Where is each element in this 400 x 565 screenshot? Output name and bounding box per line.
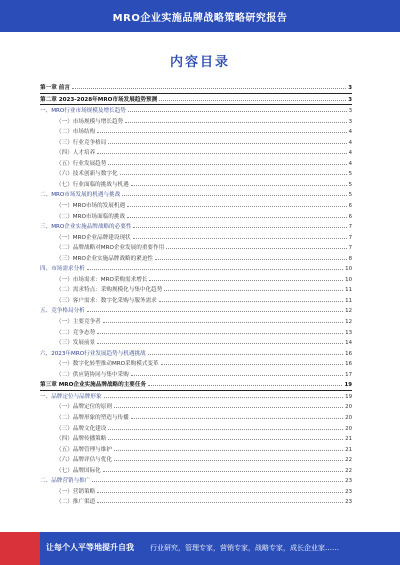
toc-entry-title: （三）客户需求：数字化采购与服务需求 — [56, 297, 157, 304]
toc-leader-dots — [125, 116, 346, 123]
toc-entry-title: （二）需求特点：采购规模化与集中化趋势 — [56, 287, 163, 294]
toc-entry-title: 二、MRO市场发展的机遇与挑战 — [40, 192, 121, 199]
toc-leader-dots — [72, 82, 346, 89]
toc-leader-dots — [108, 158, 346, 165]
toc-page-number: 13 — [345, 329, 352, 336]
toc-leader-dots — [161, 358, 344, 365]
toc-entry[interactable] — [40, 94, 352, 106]
toc-entry-title: （七）行业面临的挑战与机遇 — [56, 181, 129, 188]
toc-entry[interactable] — [40, 295, 352, 306]
toc-entry[interactable] — [40, 475, 352, 486]
toc-entry[interactable] — [40, 412, 352, 423]
toc-page-number: 3 — [348, 118, 352, 125]
toc-page-number: 20 — [345, 404, 352, 411]
toc-entry[interactable] — [40, 232, 352, 243]
toc-entry[interactable] — [40, 496, 352, 507]
toc-page-number: 5 — [348, 192, 352, 199]
toc-entry-title: 第三章 MRO企业实施品牌战略的主要任务 — [40, 382, 147, 389]
toc-leader-dots — [87, 305, 343, 312]
toc-entry-title: （二）竞争态势 — [56, 329, 96, 336]
toc-page-number: 23 — [345, 488, 352, 495]
toc-leader-dots — [155, 253, 347, 260]
toc-entry[interactable] — [40, 423, 352, 434]
toc-entry-title: 一、MRO行业市场规模及增长趋势 — [40, 108, 126, 115]
toc-page-number: 7 — [348, 245, 352, 252]
toc-leader-dots — [133, 232, 347, 239]
footer-slogan: 让每个人平等地提升自我 — [46, 543, 134, 552]
toc-entry[interactable] — [40, 327, 352, 338]
toc-entry-title: （六）技术创新与数字化 — [56, 171, 118, 178]
toc-leader-dots — [103, 465, 343, 472]
toc-page-number: 4 — [348, 160, 352, 167]
toc-entry[interactable] — [40, 158, 352, 169]
toc-page-number: 16 — [345, 361, 352, 368]
toc-entry-title: （一）MRO市场的发展机遇 — [56, 203, 126, 210]
toc-leader-dots — [108, 433, 343, 440]
toc-leader-dots — [114, 444, 343, 451]
toc-entry[interactable] — [40, 305, 352, 316]
toc-entry-title: 四、市场需求分析 — [40, 266, 85, 273]
toc-entry[interactable] — [40, 454, 352, 465]
toc-page-number: 11 — [345, 297, 352, 304]
table-of-contents — [40, 82, 352, 507]
footer-tagline: 行业研究，管理专家，营销专家，战略专家，成长企业家…… — [150, 544, 339, 552]
toc-entry[interactable] — [40, 274, 352, 285]
toc-page-number: 23 — [345, 478, 352, 485]
toc-entry[interactable] — [40, 433, 352, 444]
toc-page-number: 7 — [348, 234, 352, 241]
toc-entry[interactable] — [40, 82, 352, 94]
toc-leader-dots — [166, 242, 346, 249]
toc-entry[interactable] — [40, 465, 352, 476]
toc-page-number: 12 — [345, 319, 352, 326]
toc-leader-dots — [114, 454, 343, 461]
toc-leader-dots — [164, 284, 343, 291]
toc-entry[interactable] — [40, 284, 352, 295]
toc-entry[interactable] — [40, 337, 352, 348]
toc-leader-dots — [131, 412, 343, 419]
toc-entry-title: （二）品牌战略对MRO企业发展的重要作用 — [56, 245, 165, 252]
toc-entry[interactable] — [40, 263, 352, 274]
toc-entry[interactable] — [40, 147, 352, 158]
toc-leader-dots — [159, 295, 343, 302]
toc-page-number: 4 — [348, 139, 352, 146]
toc-page-number: 10 — [345, 276, 352, 283]
toc-entry[interactable] — [40, 444, 352, 455]
toc-leader-dots — [108, 423, 343, 430]
toc-entry[interactable] — [40, 211, 352, 222]
toc-entry-title: （三）品牌文化建设 — [56, 425, 107, 432]
toc-leader-dots — [92, 475, 343, 482]
toc-leader-dots — [120, 168, 347, 175]
toc-entry-title: 一、品牌定位与品牌形象 — [40, 393, 102, 400]
toc-leader-dots — [148, 348, 343, 355]
toc-page-number: 12 — [345, 308, 352, 315]
toc-page-number: 21 — [345, 446, 352, 453]
toc-leader-dots — [103, 316, 343, 323]
toc-page-number: 19 — [344, 382, 352, 389]
toc-entry-title: （一）MRO企业品牌建设现状 — [56, 234, 131, 241]
toc-entry-title: （六）品牌评估与优化 — [56, 457, 112, 464]
toc-entry[interactable] — [40, 126, 352, 137]
toc-entry-title: （一）主要竞争者 — [56, 319, 101, 326]
toc-entry[interactable] — [40, 401, 352, 412]
report-title: MRO企业实施品牌战略策略研究报告 — [112, 13, 288, 24]
toc-leader-dots — [104, 391, 344, 398]
toc-leader-dots — [127, 200, 347, 207]
toc-leader-dots — [108, 137, 346, 144]
toc-page-number: 7 — [348, 224, 352, 231]
toc-page-number: 21 — [345, 436, 352, 443]
toc-entry[interactable] — [40, 358, 352, 369]
toc-entry-title: （一）营销策略 — [56, 488, 96, 495]
toc-leader-dots — [148, 379, 342, 386]
toc-entry-title: （五）行业发展趋势 — [56, 160, 107, 167]
toc-leader-dots — [97, 486, 343, 493]
toc-leader-dots — [97, 327, 343, 334]
toc-page-number: 10 — [345, 266, 352, 273]
toc-page-number: 6 — [348, 203, 352, 210]
toc-page-number: 3 — [348, 96, 352, 103]
toc-page-number: 8 — [348, 255, 352, 262]
toc-leader-dots — [97, 337, 343, 344]
toc-entry-title: （三）MRO企业实施品牌战略的紧迫性 — [56, 255, 154, 262]
toc-entry-title: （二）供应链协同与集中采购 — [56, 371, 129, 378]
toc-entry-title: （一）品牌定位的原则 — [56, 404, 112, 411]
toc-page-number: 14 — [345, 340, 352, 347]
toc-entry-title: （二）MRO市场面临的挑战 — [56, 213, 126, 220]
toc-entry[interactable] — [40, 242, 352, 253]
toc-entry[interactable] — [40, 189, 352, 200]
toc-entry-title: （三）行业竞争格局 — [56, 139, 107, 146]
toc-entry[interactable] — [40, 116, 352, 127]
toc-leader-dots — [133, 221, 346, 228]
toc-entry-title: （二）推广渠道 — [56, 499, 96, 506]
toc-page-number: 6 — [348, 213, 352, 220]
toc-heading: 内容目录 — [169, 55, 230, 70]
toc-entry-title: 二、品牌营销与推广 — [40, 478, 91, 485]
toc-entry-title: 六、2023年MRO行业发展趋势与机遇挑战 — [40, 350, 146, 357]
toc-entry[interactable] — [40, 391, 352, 402]
toc-leader-dots — [159, 94, 346, 101]
toc-entry-title: （四）人才培养 — [56, 150, 96, 157]
toc-leader-dots — [131, 369, 343, 376]
toc-page-number: 22 — [345, 467, 352, 474]
toc-page-number: 16 — [345, 350, 352, 357]
toc-entry[interactable] — [40, 486, 352, 497]
toc-entry[interactable] — [40, 369, 352, 380]
toc-leader-dots — [114, 401, 343, 408]
toc-entry[interactable] — [40, 179, 352, 190]
toc-entry-title: 第二章 2023-2028年MRO市场发展趋势预测 — [40, 96, 158, 103]
toc-page-number: 11 — [345, 287, 352, 294]
toc-entry-title: 五、竞争格局分析 — [40, 308, 85, 315]
toc-entry-title: （一）市场规模与增长趋势 — [56, 118, 124, 125]
toc-entry-title: 三、MRO企业实施品牌战略的必要性 — [40, 224, 132, 231]
toc-leader-dots — [97, 126, 346, 133]
toc-page-number: 3 — [348, 108, 352, 115]
toc-page-number: 17 — [345, 371, 352, 378]
toc-page-number: 4 — [348, 129, 352, 136]
toc-entry[interactable] — [40, 253, 352, 264]
toc-entry[interactable] — [40, 200, 352, 211]
footer-accent — [0, 532, 40, 565]
toc-page-number: 20 — [345, 425, 352, 432]
toc-entry-title: 第一章 前言 — [40, 85, 70, 91]
toc-entry[interactable] — [40, 348, 352, 359]
toc-entry[interactable] — [40, 221, 352, 232]
toc-page-number: 5 — [348, 181, 352, 188]
toc-entry[interactable] — [40, 137, 352, 148]
toc-page-number: 22 — [345, 457, 352, 464]
toc-entry-title: （四）品牌传播策略 — [56, 436, 107, 443]
toc-entry-title: （一）数字化转型推动MRO采购模式变革 — [56, 361, 159, 368]
toc-entry-title: （三）发展前景 — [56, 340, 96, 347]
toc-entry[interactable] — [40, 105, 352, 116]
toc-leader-dots — [149, 274, 343, 281]
toc-leader-dots — [128, 105, 347, 112]
toc-entry-title: （五）品牌管理与维护 — [56, 446, 112, 453]
toc-leader-dots — [97, 496, 343, 503]
toc-leader-dots — [131, 179, 347, 186]
toc-page-number: 23 — [345, 499, 352, 506]
toc-entry[interactable] — [40, 316, 352, 327]
toc-page-number: 4 — [348, 150, 352, 157]
toc-page-number: 20 — [345, 414, 352, 421]
toc-entry[interactable] — [40, 379, 352, 391]
toc-entry-title: （七）品牌国际化 — [56, 467, 101, 474]
toc-leader-dots — [87, 263, 343, 270]
toc-leader-dots — [122, 189, 346, 196]
toc-leader-dots — [97, 147, 346, 154]
toc-page-number: 19 — [345, 393, 352, 400]
toc-entry-title: （二）市场结构 — [56, 129, 96, 136]
toc-page-number: 3 — [348, 85, 352, 91]
toc-page-number: 5 — [348, 171, 352, 178]
toc-entry-title: （一）市场需求：MRO采购需求增长 — [56, 276, 148, 283]
toc-entry-title: （二）品牌形象的塑造与传播 — [56, 414, 129, 421]
toc-entry[interactable] — [40, 168, 352, 179]
toc-leader-dots — [127, 211, 347, 218]
